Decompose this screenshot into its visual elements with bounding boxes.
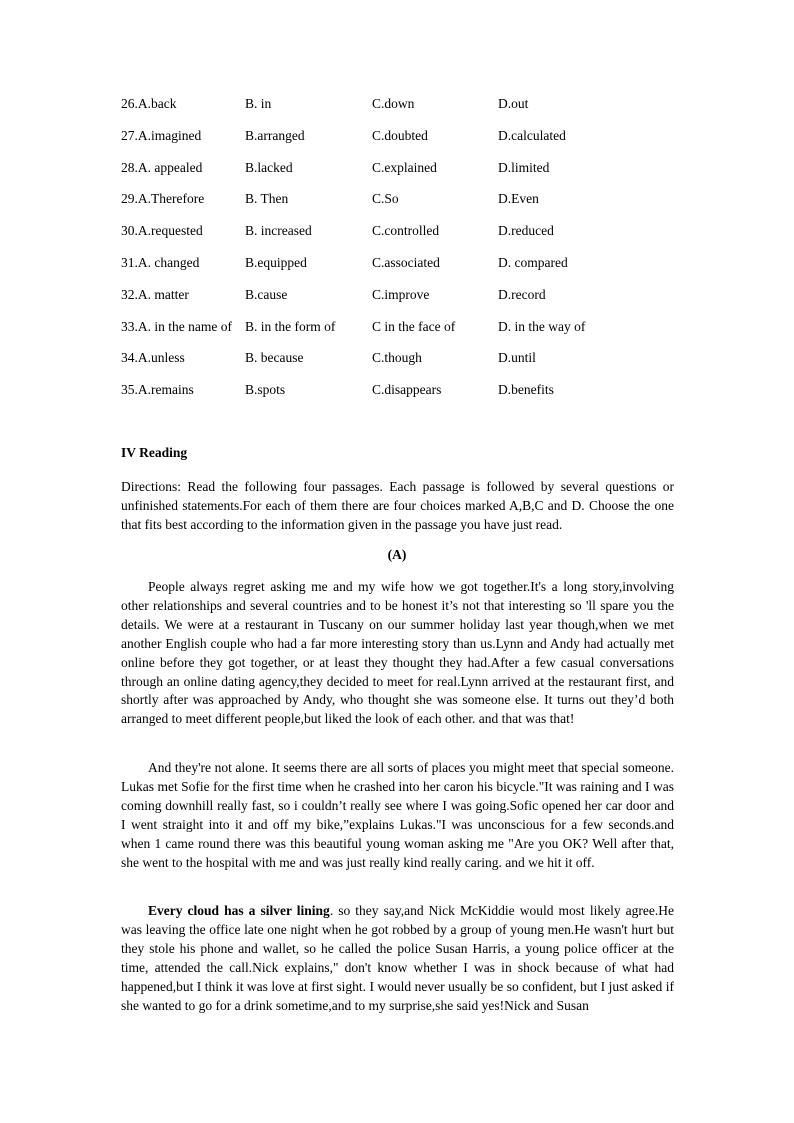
- option-a: 34.A.unless: [121, 350, 185, 366]
- option-a: 31.A. changed: [121, 254, 200, 270]
- option-a: 27.A.imagined: [121, 127, 202, 143]
- option-a: 26.A.back: [121, 96, 177, 111]
- option-c: C.though: [372, 350, 422, 366]
- paragraph-3-text: . so they say,and Nick McKiddie would most likely agree.He was leaving the office late one night when he got robbed by a group of young men.He wasn't hurt but they stole his phone and wallet, so he called the police Susan Harris, a young police officer at the time, attended the call.Nick explains," don't know whether I was in shock because of what had happened,but I think it was love at first sight. I would never usually be so confident, but I just asked if she wanted to go for a drink sometime,and to my surprise,she said yes!Nick and Susan: [121, 903, 674, 1013]
- option-c: C.down: [372, 96, 415, 111]
- option-d: D.calculated: [498, 127, 566, 143]
- option-b: B.arranged: [245, 127, 305, 143]
- option-b: B. in the form of: [245, 318, 336, 334]
- option-c: C.associated: [372, 254, 440, 270]
- option-c: C.disappears: [372, 382, 442, 398]
- option-d: D.Even: [498, 191, 539, 207]
- option-d: D.benefits: [498, 382, 554, 398]
- paragraph-2: And they're not alone. It seems there are all sorts of places you might meet that special someone. Lukas met Sofie for the first time when he crashed into her caron his bicycle."It was raining and I was coming downhill really fast, so i couldn’t really see where I was going.Sofic opened her car door and I went straight into it and off my bike,”explains Lukas."I was unconscious for a few seconds.and when 1 came round there was this beautiful young woman asking me "Are you OK? Well after that, she went to the hospital with me and was just really kind really caring. and we hit it off.: [121, 760, 674, 870]
- section-title: IV Reading: [121, 445, 188, 460]
- choice-row: [121, 381, 681, 413]
- choice-row: [121, 159, 681, 191]
- idiom-phrase: Every cloud has a silver lining: [148, 903, 330, 918]
- directions-text: Directions: Read the following four passages. Each passage is followed by several questions or unfinished statements.For each of them there are four choices marked A,B,C and D. Choose the one that fits best according to the information given in the passage you have just read.: [121, 479, 674, 532]
- option-b: B. increased: [245, 223, 312, 239]
- option-c: C.controlled: [372, 223, 440, 239]
- option-b: B. because: [245, 350, 304, 366]
- paragraph-3: [121, 902, 674, 1015]
- choice-row: [121, 349, 681, 381]
- option-d: D.out: [498, 96, 529, 111]
- passage-label: (A): [387, 547, 407, 562]
- option-d: D.reduced: [498, 223, 554, 239]
- option-b: B. in: [245, 96, 272, 111]
- option-c: C.So: [372, 191, 399, 207]
- option-a: 33.A. in the name of: [121, 318, 232, 334]
- option-c: C.doubted: [372, 127, 428, 143]
- choice-row: [121, 190, 681, 222]
- option-d: D.limited: [498, 159, 550, 175]
- option-d: D. compared: [498, 254, 568, 270]
- option-a: 30.A.requested: [121, 223, 203, 239]
- option-c: C in the face of: [372, 318, 456, 334]
- option-a: 28.A. appealed: [121, 159, 203, 175]
- choice-row: [121, 95, 681, 127]
- option-a: 32.A. matter: [121, 286, 189, 302]
- choice-table: [121, 95, 681, 413]
- paragraph-1: People always regret asking me and my wife how we got together.It's a long story,involving other relationships and several countries and to be honest it’s not that interesting so 'll spare you the details. We were at a restaurant in Tuscany on our summer holiday last year though,when we met another English couple who had a far more interesting story than us.Lynn and Andy had actually met online before they got together, or at least they thought they had.After a few casual conversations through an online dating agency,they decided to meet for real.Lynn arrived at the restaurant first, and shortly after was approached by Andy, who thought she was someone else. It turns out they’d both arranged to meet different people,but liked the look of each other. and that was that!: [121, 579, 674, 727]
- option-b: B.spots: [245, 382, 286, 398]
- option-c: C.improve: [372, 286, 430, 302]
- option-d: D. in the way of: [498, 318, 586, 334]
- option-a: 29.A.Therefore: [121, 191, 205, 207]
- choice-row: [121, 254, 681, 286]
- option-b: B.cause: [245, 286, 288, 302]
- choice-row: [121, 286, 681, 318]
- option-d: D.until: [498, 350, 536, 366]
- option-d: D.record: [498, 286, 546, 302]
- choice-row: [121, 127, 681, 159]
- option-a: 35.A.remains: [121, 382, 194, 398]
- option-b: B. Then: [245, 191, 289, 207]
- option-c: C.explained: [372, 159, 437, 175]
- choice-row: [121, 318, 681, 350]
- option-b: B.lacked: [245, 159, 293, 175]
- option-b: B.equipped: [245, 254, 307, 270]
- choice-row: [121, 222, 681, 254]
